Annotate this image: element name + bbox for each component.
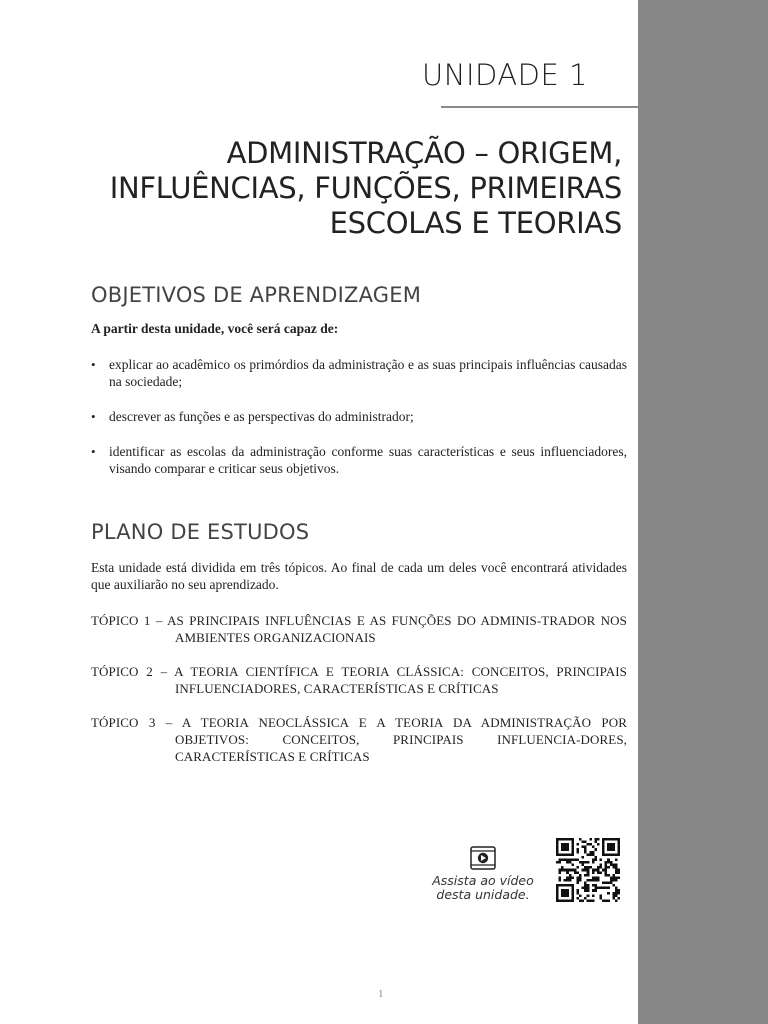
play-video-icon[interactable] <box>470 846 496 870</box>
video-caption-line: desta unidade. <box>436 887 530 902</box>
list-item <box>91 356 627 390</box>
objectives-heading: OBJETIVOS DE APRENDIZAGEM <box>91 283 422 307</box>
topics-list <box>91 612 627 782</box>
unit-title-line: ESCOLAS E TEORIAS <box>329 206 622 240</box>
list-item <box>91 408 627 425</box>
bullet-icon: • <box>91 357 96 372</box>
objectives-intro: A partir desta unidade, você será capaz de: <box>91 321 339 336</box>
video-link[interactable] <box>420 846 546 902</box>
objective-text: identificar as escolas da administração conforme suas características e seus influenciadores, visando comparar e criticar seus objetivos. <box>109 444 627 476</box>
objective-text: descrever as funções e as perspectivas do administrador; <box>109 409 414 424</box>
video-caption-line: Assista ao vídeo <box>432 873 534 888</box>
objective-text: explicar ao acadêmico os primórdios da administração e as suas principais influências causadas na sociedade; <box>109 357 627 389</box>
topic-item: TÓPICO 1 – AS PRINCIPAIS INFLUÊNCIAS E AS FUNÇÕES DO ADMINIS-TRADOR NOS AMBIENTES ORGANIZACIONAIS <box>91 613 627 645</box>
unit-divider <box>441 106 638 108</box>
plan-heading: PLANO DE ESTUDOS <box>91 520 310 544</box>
bullet-icon: • <box>91 444 96 459</box>
unit-title-line: ADMINISTRAÇÃO – ORIGEM, <box>226 136 622 170</box>
unit-title <box>62 136 622 241</box>
unit-title-line: INFLUÊNCIAS, FUNÇÕES, PRIMEIRAS <box>109 171 622 205</box>
plan-intro: Esta unidade está dividida em três tópicos. Ao final de cada um deles você encontrará atividades que auxiliarão no seu aprendizado. <box>91 560 627 592</box>
topic-item: TÓPICO 3 – A TEORIA NEOCLÁSSICA E A TEORIA DA ADMINISTRAÇÃO POR OBJETIVOS: CONCEITOS, PRINCIPAIS INFLUENCIA-DORES, CARACTERÍSTICAS E CRÍTICAS <box>91 715 627 764</box>
video-caption <box>420 874 546 902</box>
bullet-icon: • <box>91 409 96 424</box>
list-item <box>91 443 627 477</box>
unit-label: UNIDADE 1 <box>422 58 588 92</box>
topic-item: TÓPICO 2 – A TEORIA CIENTÍFICA E TEORIA CLÁSSICA: CONCEITOS, PRINCIPAIS INFLUENCIADORES, CARACTERÍSTICAS E CRÍTICAS <box>91 664 627 696</box>
objectives-list <box>91 356 627 495</box>
page-number: 1 <box>378 988 384 1000</box>
qr-code-icon[interactable] <box>556 838 620 902</box>
side-band <box>638 0 768 1024</box>
